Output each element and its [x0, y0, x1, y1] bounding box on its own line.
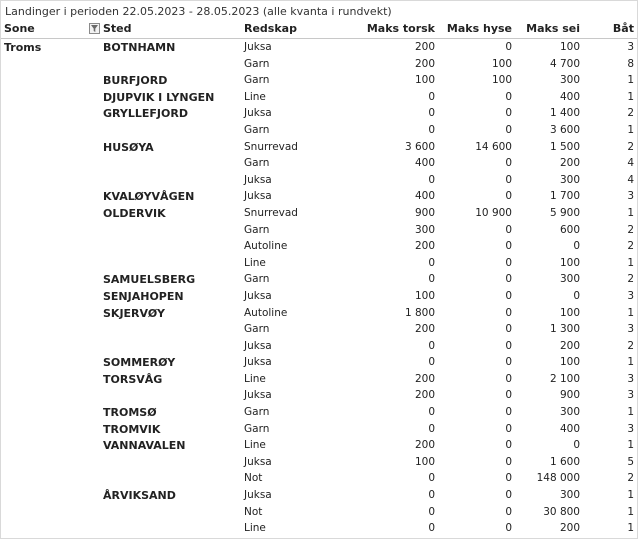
table-row: [1, 255, 637, 272]
cell-maks-sei: 100: [559, 41, 580, 53]
table-row: [1, 56, 637, 73]
cell-bat: 1: [627, 90, 634, 103]
cell-maks-sei: 1 600: [549, 455, 580, 468]
cell-redskap: Autoline: [244, 240, 288, 253]
cell-redskap: Line: [244, 256, 266, 269]
cell-redskap: Juksa: [244, 41, 272, 53]
cell-maks-sei: 3 600: [549, 123, 580, 136]
cell-redskap: Juksa: [244, 455, 272, 468]
cell-maks-hyse: 14 600: [475, 140, 512, 153]
cell-bat: 1: [627, 406, 634, 419]
cell-maks-sei: 100: [559, 256, 580, 269]
cell-bat: 2: [627, 472, 634, 485]
cell-maks-sei: 30 800: [543, 505, 580, 518]
table-row: [1, 487, 637, 504]
cell-maks-hyse: 10 900: [475, 206, 512, 219]
cell-redskap: Garn: [244, 273, 270, 286]
page-title: Landinger i perioden 22.05.2023 - 28.05.2023 (alle kvanta i rundvekt): [5, 5, 392, 18]
cell-sted: SAMUELSBERG: [103, 273, 196, 287]
table-row: [1, 89, 637, 106]
table-row: [1, 454, 637, 471]
filter-icon[interactable]: [89, 23, 100, 34]
cell-maks-sei: 0: [573, 240, 580, 253]
cell-maks-torsk: 1 800: [404, 306, 435, 319]
cell-sted: TROMVIK: [103, 422, 161, 436]
cell-maks-sei: 300: [559, 406, 580, 419]
cell-bat: 1: [627, 489, 634, 502]
cell-bat: 1: [627, 256, 634, 269]
cell-maks-hyse: 0: [505, 489, 512, 502]
table-row: [1, 305, 637, 322]
cell-maks-sei: 300: [559, 74, 580, 87]
cell-maks-torsk: 0: [428, 505, 435, 518]
table-row: [1, 222, 637, 239]
cell-maks-torsk: 0: [428, 173, 435, 186]
table-row: [1, 122, 637, 139]
cell-maks-hyse: 0: [505, 522, 512, 535]
cell-maks-hyse: 0: [505, 356, 512, 369]
cell-maks-hyse: 0: [505, 190, 512, 203]
cell-redskap: Juksa: [244, 107, 272, 120]
cell-redskap: Juksa: [244, 339, 272, 352]
cell-maks-hyse: 0: [505, 505, 512, 518]
cell-bat: 2: [627, 240, 634, 253]
column-header-bat[interactable]: Båt: [612, 22, 634, 35]
cell-bat: 1: [627, 356, 634, 369]
table-row: [1, 338, 637, 355]
cell-redskap: Line: [244, 439, 266, 452]
cell-bat: 3: [627, 372, 634, 385]
cell-maks-sei: 400: [559, 422, 580, 435]
cell-sted: GRYLLEFJORD: [103, 107, 188, 121]
cell-maks-torsk: 100: [414, 289, 435, 302]
cell-bat: 1: [627, 522, 634, 535]
cell-maks-hyse: 0: [505, 223, 512, 236]
table-row: [1, 155, 637, 172]
cell-maks-hyse: 0: [505, 273, 512, 286]
column-header-maks-torsk[interactable]: Maks torsk: [366, 22, 435, 35]
cell-maks-torsk: 0: [428, 90, 435, 103]
cell-maks-torsk: 0: [428, 356, 435, 369]
cell-maks-hyse: 0: [505, 41, 512, 53]
cell-redskap: Juksa: [244, 173, 272, 186]
cell-sted: SKJERVØY: [103, 306, 165, 320]
cell-maks-sei: 600: [559, 223, 580, 236]
table-row: [1, 271, 637, 288]
cell-bat: 3: [627, 389, 634, 402]
table-row: [1, 437, 637, 454]
cell-redskap: Juksa: [244, 190, 272, 203]
cell-maks-hyse: 0: [505, 455, 512, 468]
table-row: [1, 105, 637, 122]
cell-maks-hyse: 100: [491, 74, 512, 87]
cell-maks-torsk: 900: [414, 206, 435, 219]
cell-maks-torsk: 400: [414, 157, 435, 170]
cell-maks-hyse: 0: [505, 372, 512, 385]
cell-maks-torsk: 100: [414, 74, 435, 87]
cell-redskap: Garn: [244, 406, 270, 419]
cell-maks-hyse: 0: [505, 306, 512, 319]
cell-maks-sei: 1 700: [549, 190, 580, 203]
cell-maks-hyse: 0: [505, 389, 512, 402]
table-row: [1, 470, 637, 487]
cell-maks-hyse: 0: [505, 123, 512, 136]
cell-redskap: Autoline: [244, 306, 288, 319]
cell-maks-sei: 1 300: [549, 323, 580, 336]
cell-maks-torsk: 200: [414, 323, 435, 336]
cell-maks-torsk: 200: [414, 240, 435, 253]
table-body: [1, 39, 637, 537]
table-row: [1, 205, 637, 222]
cell-maks-sei: 200: [559, 522, 580, 535]
cell-maks-hyse: 0: [505, 157, 512, 170]
cell-bat: 5: [627, 455, 634, 468]
cell-bat: 3: [627, 41, 634, 53]
cell-maks-hyse: 0: [505, 339, 512, 352]
cell-maks-torsk: 100: [414, 455, 435, 468]
table-row: [1, 39, 637, 56]
cell-redskap: Garn: [244, 323, 270, 336]
cell-redskap: Line: [244, 372, 266, 385]
column-header-maks-sei[interactable]: Maks sei: [526, 22, 580, 35]
cell-maks-hyse: 0: [505, 90, 512, 103]
cell-maks-sei: 100: [559, 356, 580, 369]
cell-maks-sei: 300: [559, 489, 580, 502]
cell-maks-sei: 2 100: [549, 372, 580, 385]
cell-maks-torsk: 0: [428, 123, 435, 136]
cell-maks-sei: 148 000: [536, 472, 580, 485]
table-row: [1, 421, 637, 438]
cell-sone: Troms: [4, 41, 42, 54]
table-row: [1, 238, 637, 255]
cell-maks-torsk: 200: [414, 389, 435, 402]
cell-maks-hyse: 0: [505, 289, 512, 302]
cell-bat: 2: [627, 339, 634, 352]
cell-bat: 4: [627, 157, 634, 170]
cell-maks-torsk: 0: [428, 489, 435, 502]
cell-redskap: Line: [244, 90, 266, 103]
cell-redskap: Juksa: [244, 489, 272, 502]
cell-maks-hyse: 0: [505, 422, 512, 435]
cell-redskap: Juksa: [244, 356, 272, 369]
cell-sted: TROMSØ: [103, 406, 157, 420]
cell-maks-torsk: 200: [414, 372, 435, 385]
cell-sted: BOTNHAMN: [103, 41, 176, 54]
cell-sted: VANNAVALEN: [103, 439, 186, 453]
cell-maks-torsk: 300: [414, 223, 435, 236]
cell-redskap: Garn: [244, 422, 270, 435]
cell-maks-hyse: 0: [505, 439, 512, 452]
column-header-sone[interactable]: Sone: [4, 22, 35, 35]
cell-maks-sei: 0: [573, 439, 580, 452]
cell-bat: 1: [627, 505, 634, 518]
cell-maks-torsk: 200: [414, 41, 435, 53]
cell-bat: 3: [627, 289, 634, 302]
cell-maks-hyse: 0: [505, 406, 512, 419]
cell-bat: 1: [627, 439, 634, 452]
cell-redskap: Not: [244, 472, 263, 485]
cell-redskap: Not: [244, 505, 263, 518]
cell-maks-torsk: 3 600: [404, 140, 435, 153]
cell-sted: OLDERVIK: [103, 206, 166, 220]
cell-maks-torsk: 0: [428, 107, 435, 120]
cell-maks-torsk: 0: [428, 472, 435, 485]
cell-maks-torsk: 200: [414, 57, 435, 70]
cell-bat: 4: [627, 173, 634, 186]
column-header-maks-hyse[interactable]: Maks hyse: [446, 22, 512, 35]
cell-bat: 2: [627, 223, 634, 236]
cell-bat: 8: [627, 57, 634, 70]
cell-redskap: Garn: [244, 157, 270, 170]
cell-maks-sei: 900: [559, 389, 580, 402]
cell-maks-sei: 300: [559, 173, 580, 186]
cell-maks-torsk: 200: [414, 439, 435, 452]
cell-bat: 1: [627, 306, 634, 319]
cell-maks-torsk: 0: [428, 522, 435, 535]
cell-maks-hyse: 0: [505, 323, 512, 336]
cell-maks-sei: 300: [559, 273, 580, 286]
cell-maks-sei: 1 400: [549, 107, 580, 120]
cell-redskap: Garn: [244, 57, 270, 70]
cell-redskap: Juksa: [244, 289, 272, 302]
column-header-sted[interactable]: Sted: [103, 22, 132, 35]
table-row: [1, 404, 637, 421]
cell-maks-hyse: 0: [505, 240, 512, 253]
table-row: [1, 139, 637, 156]
column-header-redskap[interactable]: Redskap: [244, 22, 297, 35]
table-row: [1, 288, 637, 305]
cell-sted: SOMMERØY: [103, 356, 176, 370]
table-row: [1, 387, 637, 404]
cell-redskap: Snurrevad: [244, 206, 298, 219]
table-row: [1, 321, 637, 338]
cell-redskap: Garn: [244, 74, 270, 87]
cell-maks-sei: 0: [573, 289, 580, 302]
cell-maks-torsk: 0: [428, 256, 435, 269]
cell-bat: 2: [627, 107, 634, 120]
cell-maks-torsk: 0: [428, 406, 435, 419]
cell-maks-torsk: 0: [428, 339, 435, 352]
cell-redskap: Garn: [244, 223, 270, 236]
cell-sted: SENJAHOPEN: [103, 289, 184, 303]
cell-maks-hyse: 0: [505, 173, 512, 186]
cell-redskap: Snurrevad: [244, 140, 298, 153]
cell-maks-sei: 4 700: [549, 57, 580, 70]
cell-maks-sei: 200: [559, 157, 580, 170]
cell-bat: 1: [627, 123, 634, 136]
cell-maks-hyse: 0: [505, 107, 512, 120]
cell-maks-torsk: 0: [428, 273, 435, 286]
cell-redskap: Juksa: [244, 389, 272, 402]
cell-maks-sei: 5 900: [549, 206, 580, 219]
cell-maks-hyse: 0: [505, 256, 512, 269]
table-row: [1, 72, 637, 89]
cell-redskap: Line: [244, 522, 266, 535]
cell-sted: TORSVÅG: [103, 372, 163, 386]
cell-maks-sei: 1 500: [549, 140, 580, 153]
cell-sted: HUSØYA: [103, 140, 154, 154]
table-row: [1, 354, 637, 371]
cell-maks-hyse: 0: [505, 472, 512, 485]
cell-sted: BURFJORD: [103, 74, 168, 88]
cell-bat: 3: [627, 190, 634, 203]
cell-redskap: Garn: [244, 123, 270, 136]
table-row: [1, 504, 637, 521]
table-row: [1, 188, 637, 205]
cell-bat: 3: [627, 323, 634, 336]
cell-sted: DJUPVIK I LYNGEN: [103, 90, 215, 104]
cell-bat: 3: [627, 422, 634, 435]
cell-maks-sei: 400: [559, 90, 580, 103]
cell-bat: 1: [627, 74, 634, 87]
cell-sted: KVALØYVÅGEN: [103, 190, 195, 204]
cell-maks-sei: 100: [559, 306, 580, 319]
cell-maks-torsk: 400: [414, 190, 435, 203]
cell-maks-hyse: 100: [491, 57, 512, 70]
cell-bat: 2: [627, 273, 634, 286]
cell-bat: 1: [627, 206, 634, 219]
table-row: [1, 520, 637, 537]
table-row: [1, 172, 637, 189]
cell-sted: ÅRVIKSAND: [103, 489, 176, 503]
cell-maks-sei: 200: [559, 339, 580, 352]
cell-bat: 2: [627, 140, 634, 153]
cell-maks-torsk: 0: [428, 422, 435, 435]
table-row: [1, 371, 637, 388]
